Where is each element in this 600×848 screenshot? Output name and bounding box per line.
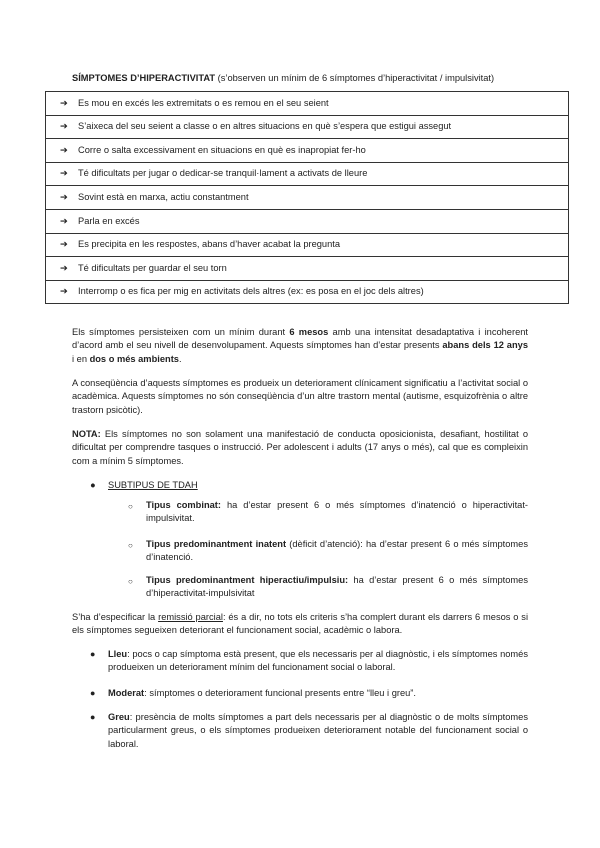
text: Els símptomes persisteixen com un mínim durant: [72, 327, 290, 337]
remission-paragraph: [72, 611, 528, 638]
bold-text: abans dels 12 anys: [442, 340, 528, 351]
severity-text: : pocs o cap símptoma està present, que els necessaris per al diagnòstic, i els símptomes només produeixen un deteriorament mínim del funcionament social o laboral.: [108, 649, 528, 673]
text: : és a dir, no tots els criteris s’ha complert durant els darrers 6 mesos o si els símptomes segueixen deteriorant el funcionament social, acadèmic o labora.: [72, 612, 529, 636]
note-paragraph: [72, 428, 528, 468]
arrow-icon: ➔: [60, 121, 68, 132]
table-row: [46, 115, 569, 139]
underlined-text: remissió parcial: [158, 612, 223, 622]
table-row: [46, 233, 569, 257]
severity-label: Moderat: [108, 688, 145, 698]
bullet-icon: ●: [90, 712, 96, 722]
title-rest: (s’observen un mínim de 6 símptomes d’hiperactivitat / impulsivitat): [215, 73, 495, 83]
arrow-icon: ➔: [60, 239, 68, 250]
table-row: [46, 280, 569, 304]
subtype-text: ha d’estar present 6 o més símptomes d’hiperactivitat-impulsivitat: [146, 575, 528, 599]
symptom-text: Té dificultats per guardar el seu torn: [78, 262, 227, 273]
duration-paragraph: [72, 326, 528, 366]
circle-bullet-icon: ○: [128, 541, 133, 550]
severity-text: : símptomes o deteriorament funcional presents entre “lleu i greu”.: [144, 688, 416, 698]
subtype-text: ha d’estar present 6 o més símptomes d’inatenció o hiperactivitat-impulsivitat.: [146, 500, 529, 524]
consequence-paragraph: A conseqüència d’aquests símptomes es produeix un deteriorament clínicament significatiu a l’activitat social o acadèmica. Aquests símptomes no són conseqüència d’un altre trastorn mental (autisme, esquizofrènia o altre trastorn psicòtic).: [72, 378, 528, 415]
symptom-text: S’aixeca del seu seient a classe o en altres situacions en què s’espera que estigui assegut: [78, 121, 452, 132]
subtype-item: [146, 499, 528, 526]
subtype-name: Tipus predominantment inatent: [146, 539, 287, 549]
subtype-text: (dèficit d’atenció): ha d’estar present 6 o més símptomes d’inatenció.: [146, 539, 528, 563]
bullet-icon: ●: [90, 688, 96, 698]
severity-text: : presència de molts símptomes a part dels necessaris per al diagnòstic o de molts símptomes particularment greus, o els símptomes produeixen deteriorament notable del funcionament social o laboral.: [108, 712, 528, 749]
severity-label: Lleu: [108, 649, 128, 659]
subtype-item: [146, 574, 528, 601]
text: .: [178, 353, 182, 364]
table-row: [46, 92, 569, 116]
subtype-name: Tipus predominantment hiperactiu/impulsiu:: [146, 575, 349, 585]
symptom-text: Interromp o es fica per mig en activitats dels altres (ex: es posa en el joc dels altres): [78, 286, 424, 297]
section-title: [72, 72, 542, 85]
title-bold: SÍMPTOMES D’HIPERACTIVITAT: [72, 73, 216, 83]
symptom-text: Té dificultats per jugar o dedicar-se tranquil·lament a activats de lleure: [78, 168, 368, 179]
table-row: [46, 209, 569, 233]
symptom-text: Corre o salta excessivament en situacions en què es inapropiat fer-ho: [78, 144, 366, 155]
severity-item: [108, 648, 528, 675]
subtypes-heading-label: SUBTIPUS DE TDAH: [108, 480, 198, 490]
arrow-icon: ➔: [60, 215, 68, 226]
symptom-text: Es precipita en les respostes, abans d’haver acabat la pregunta: [78, 239, 341, 250]
bold-text: 6 mesos: [289, 327, 329, 337]
subtype-name: Tipus combinat:: [146, 500, 221, 510]
table-row: [46, 162, 569, 186]
symptom-text: Parla en excés: [78, 215, 140, 226]
arrow-icon: ➔: [60, 286, 68, 297]
arrow-icon: ➔: [60, 262, 68, 273]
arrow-icon: ➔: [60, 168, 68, 179]
severity-item: [108, 687, 528, 700]
table-row: [46, 257, 569, 281]
symptom-text: Es mou en excés les extremitats o es remou en el seu seient: [78, 97, 329, 108]
arrow-icon: ➔: [60, 191, 68, 202]
severity-item: [108, 711, 528, 751]
note-label: NOTA:: [72, 429, 101, 439]
arrow-icon: ➔: [60, 144, 68, 155]
bullet-icon: ●: [90, 649, 96, 659]
symptoms-table: [45, 91, 569, 304]
note-text: Els símptomes no son solament una manifestació de conducta oposicionista, desafiant, hostilitat o dificultat per comprendre tasques o instrucció. Per adolescent i adults (17 anys o més), cal que es compleixin com a mínim 5 símptomes.: [72, 429, 528, 466]
severity-label: Greu: [108, 712, 130, 722]
bullet-icon: ●: [90, 480, 96, 490]
text: amb una intensitat desadaptativa i incoherent d’acord amb el seu nivell de desenvolupament. Aquests símptomes han d’estar presents: [72, 327, 528, 351]
text: S’ha d’especificar la: [72, 612, 159, 622]
bold-text: dos o més ambients: [89, 353, 179, 364]
table-row: [46, 186, 569, 210]
arrow-icon: ➔: [60, 97, 68, 108]
table-row: [46, 139, 569, 163]
circle-bullet-icon: ○: [128, 502, 133, 511]
circle-bullet-icon: ○: [128, 577, 133, 586]
subtype-item: [146, 538, 528, 565]
text: i en: [72, 353, 90, 364]
symptom-text: Sovint està en marxa, actiu constantment: [78, 191, 249, 202]
